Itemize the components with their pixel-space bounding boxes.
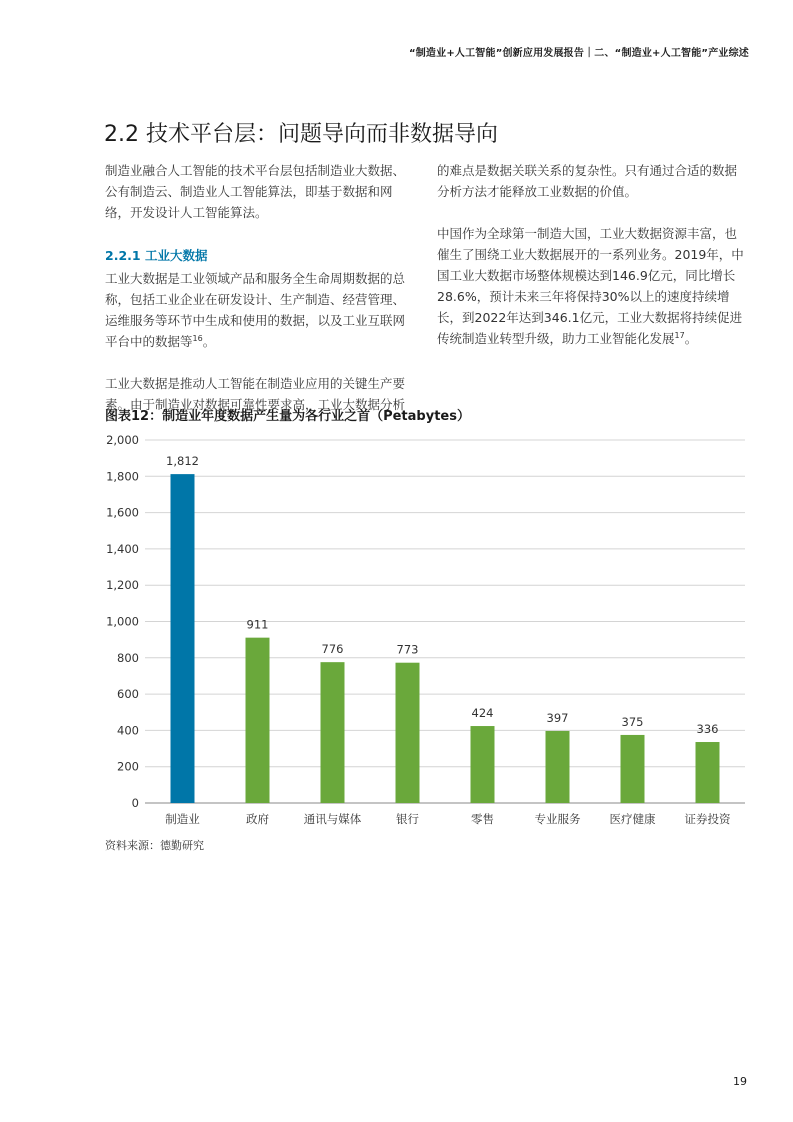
y-tick-label: 1,000 [106, 614, 139, 629]
subheading-industrial-big-data: 2.2.1 工业大数据 [105, 248, 208, 263]
y-tick-label: 0 [131, 796, 139, 810]
x-tick-label: 零售 [471, 812, 494, 826]
bar[interactable] [171, 474, 195, 803]
y-tick-label: 1,400 [106, 541, 139, 556]
intro-paragraph: 制造业融合人工智能的技术平台层包括制造业大数据、公有制造云、制造业人工智能算法，即基于数据和网络，开发设计人工智能算法。 [105, 163, 406, 220]
section-title: 2.2 技术平台层：问题导向而非数据导向 [104, 122, 498, 147]
y-tick-label: 1,800 [106, 469, 139, 484]
factor-paragraph: 工业大数据是推动人工智能在制造业应用的关键生产要素。由于制造业对数据可靠性要求高，工业大数据分析 [105, 376, 406, 412]
y-tick-label: 600 [117, 687, 139, 702]
bar[interactable] [621, 735, 645, 803]
data-label: 397 [546, 710, 569, 725]
footnote-ref-17[interactable]: 17 [674, 330, 685, 340]
y-tick-label: 2,000 [106, 433, 139, 447]
definition-text: 工业大数据是工业领域产品和服务全生命周期数据的总称，包括工业企业在研发设计、生产制造、经营管理、运维服务等环节中生成和使用的数据，以及工业互联网平台中的数据等 [105, 271, 406, 349]
x-tick-label: 医疗健康 [609, 812, 656, 826]
market-paragraph [437, 223, 747, 349]
x-tick-label: 通讯与媒体 [303, 812, 362, 826]
data-label: 336 [696, 722, 719, 737]
data-label: 1,812 [166, 454, 199, 469]
data-label: 424 [471, 706, 494, 721]
data-label: 911 [246, 617, 269, 632]
definition-end: 。 [202, 334, 216, 349]
bar-chart [60, 425, 760, 835]
footnote-ref-16[interactable]: 16 [192, 333, 203, 343]
bar[interactable] [321, 662, 345, 803]
definition-paragraph [105, 268, 415, 352]
y-tick-label: 800 [117, 650, 139, 665]
data-label: 375 [621, 714, 644, 729]
data-label: 776 [321, 642, 344, 657]
data-label: 773 [396, 642, 419, 657]
bar[interactable] [696, 742, 720, 803]
x-tick-label: 制造业 [165, 812, 200, 826]
x-tick-label: 银行 [396, 812, 419, 826]
y-tick-label: 400 [117, 723, 139, 738]
bar[interactable] [546, 731, 570, 803]
x-tick-label: 专业服务 [534, 812, 581, 826]
bar[interactable] [246, 638, 270, 803]
bar[interactable] [471, 726, 495, 803]
figure-source: 资料来源：德勤研究 [105, 839, 204, 852]
y-tick-label: 200 [117, 759, 139, 774]
difficulty-paragraph: 的难点是数据关联关系的复杂性。只有通过合适的数据分析方法才能释放工业数据的价值。 [437, 163, 738, 199]
running-head: “制造业+人工智能”创新应用发展报告｜二、“制造业+人工智能”产业综述 [408, 48, 749, 59]
bar[interactable] [396, 663, 420, 803]
market-end: 。 [684, 331, 698, 346]
figure-title: 图表12：制造业年度数据产生量为各行业之首（Petabytes） [105, 409, 470, 424]
right-column [437, 160, 747, 370]
page-number: 19 [733, 1075, 747, 1088]
market-text: 中国作为全球第一制造大国，工业大数据资源丰富，也催生了围绕工业大数据展开的一系列业务。2019年，中国工业大数据市场整体规模达到146.9亿元，同比增长28.6%，预计未来三年将保持30%以上的速度持续增长，到2022年达到346.1亿元，工业大数据将持续促进传统制造业转型升级，助力工业智能化发展 [437, 226, 744, 346]
x-tick-label: 证券投资 [684, 812, 731, 826]
y-tick-label: 1,200 [106, 578, 139, 593]
x-tick-label: 政府 [246, 812, 269, 826]
left-column [105, 160, 415, 436]
y-tick-label: 1,600 [106, 505, 139, 520]
